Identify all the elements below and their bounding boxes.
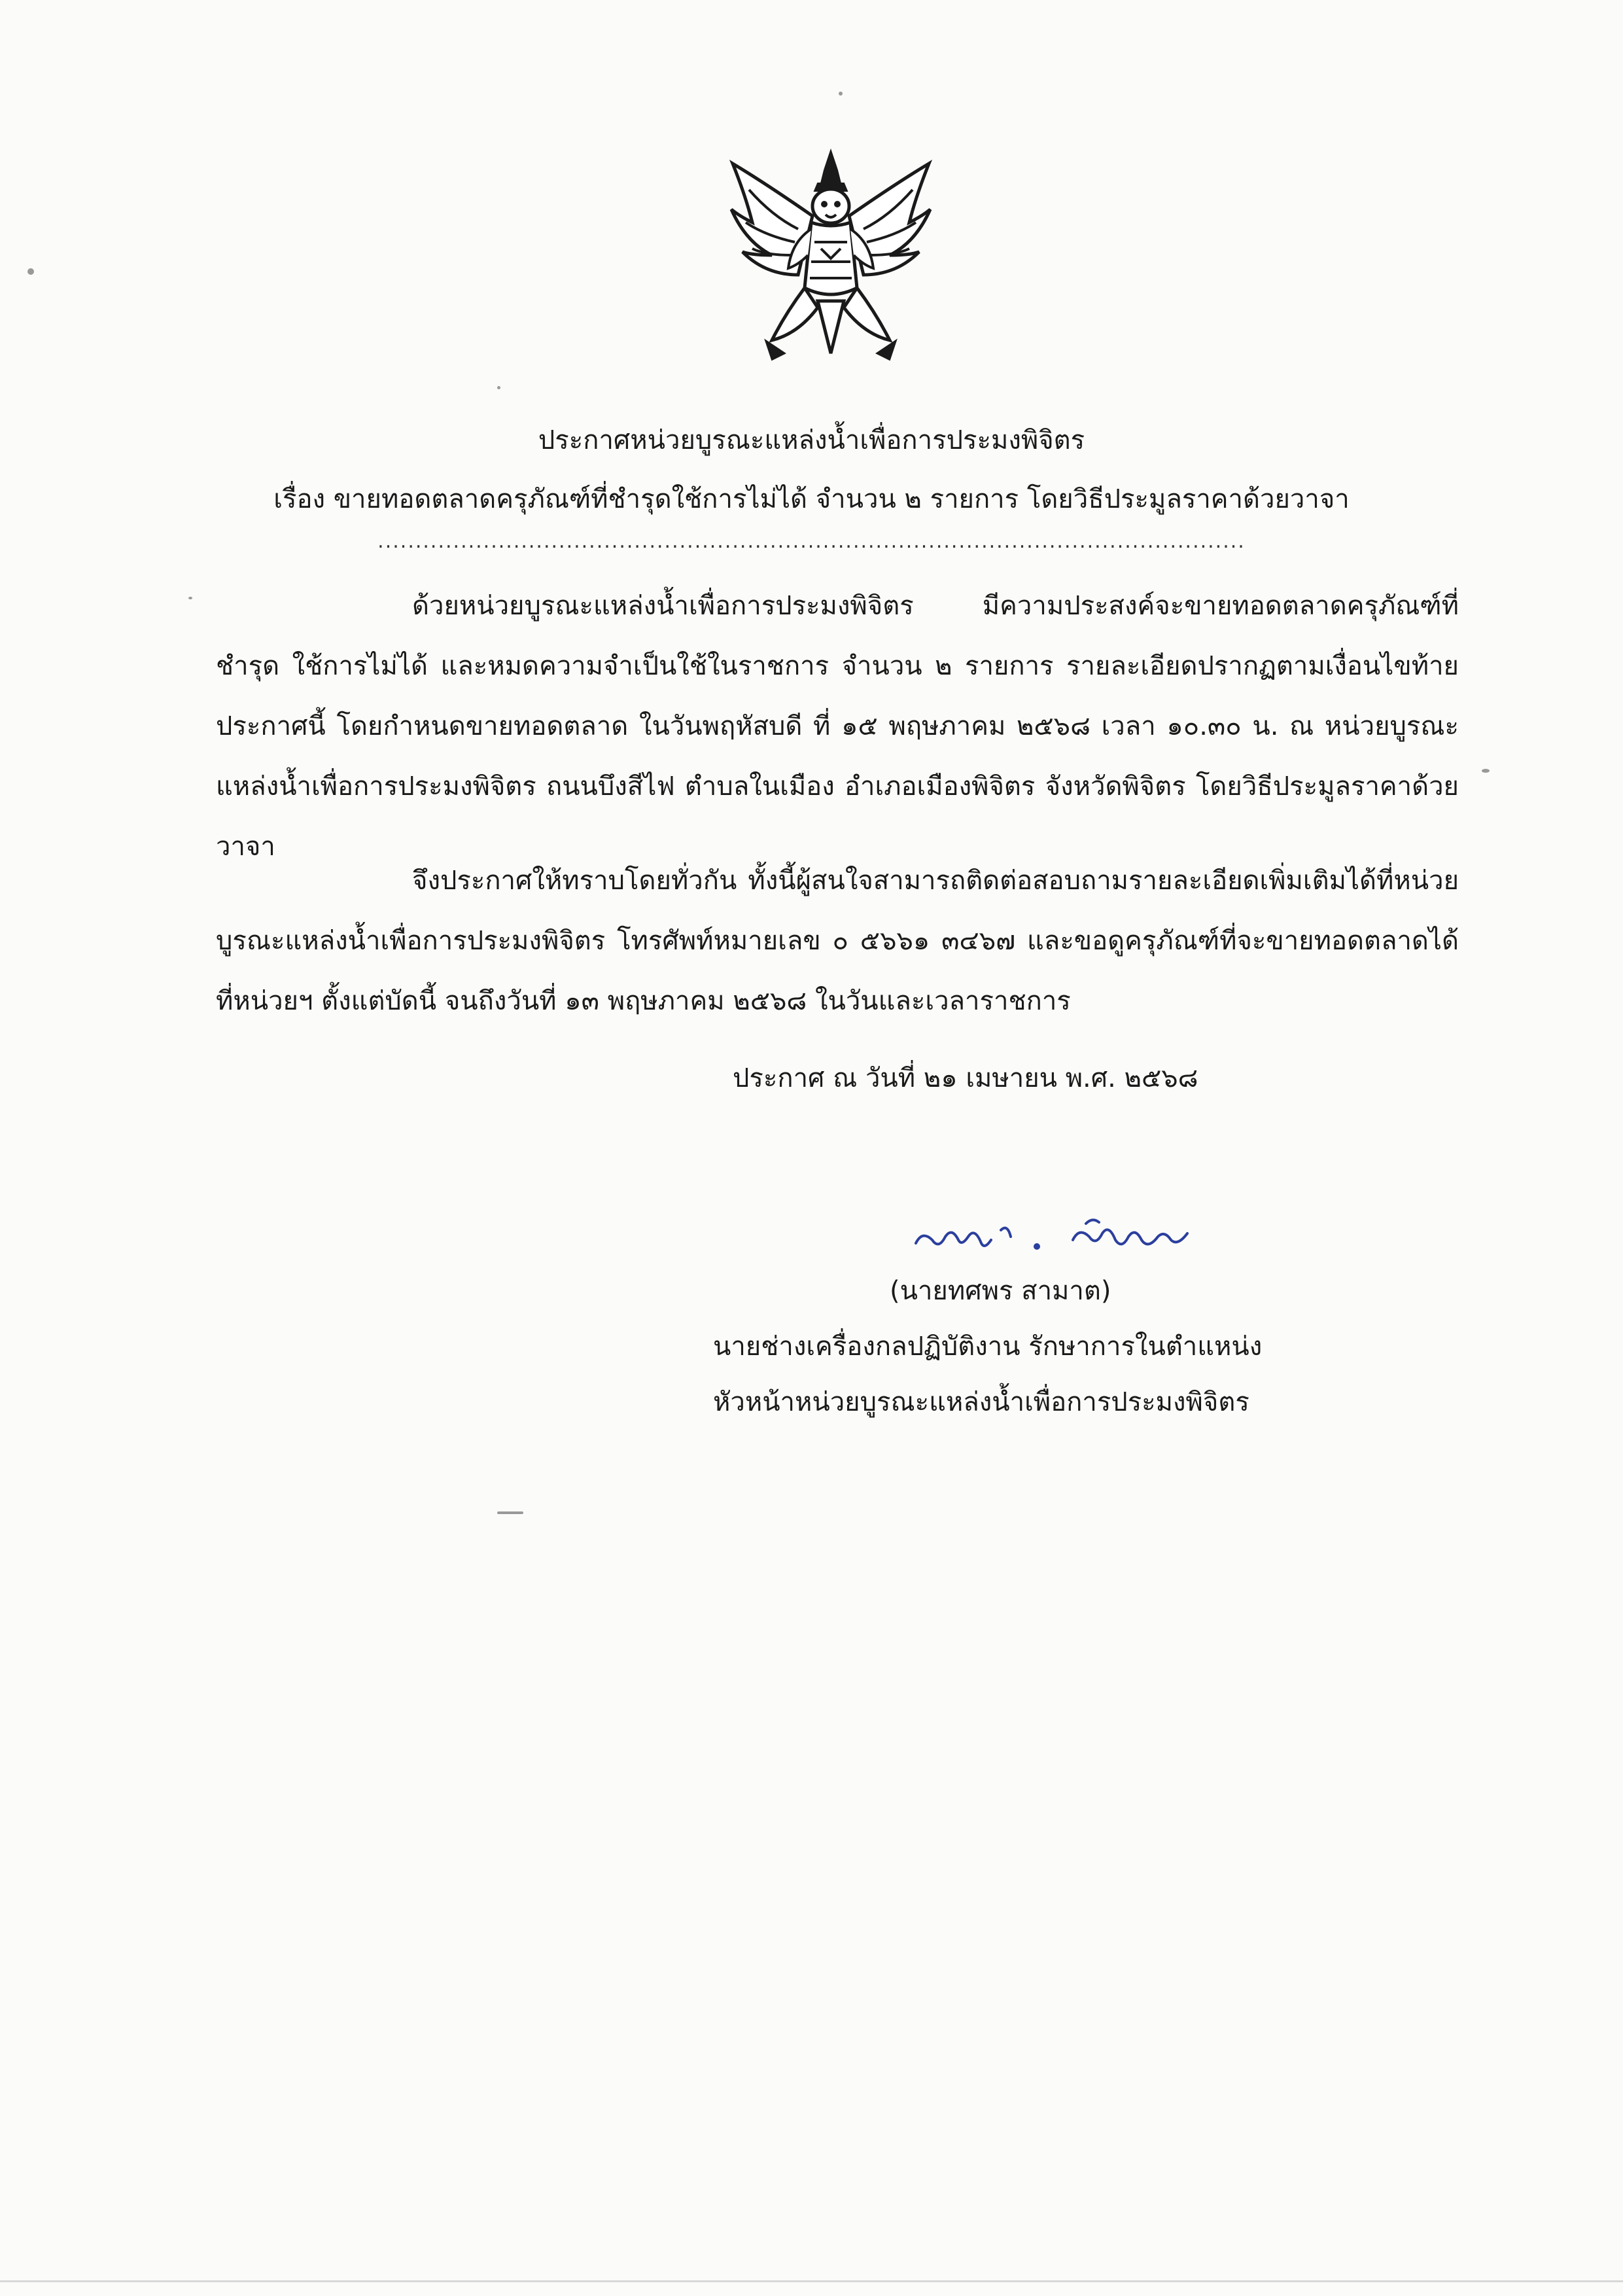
announcement-subject: เรื่อง ขายทอดตลาดครุภัณฑ์ที่ชำรุดใช้การไม่ได้ จำนวน ๒ รายการ โดยวิธีประมูลราคาด้วยวาจา	[273, 484, 1350, 514]
announcement-title: ประกาศหน่วยบูรณะแหล่งน้ำเพื่อการประมงพิจิตร	[538, 425, 1085, 455]
scan-speck	[188, 597, 192, 599]
scan-speck	[497, 386, 500, 389]
body-paragraph-2	[216, 851, 1459, 1031]
scan-speck	[1482, 769, 1490, 773]
handwritten-signature	[903, 1210, 1204, 1263]
announcement-date: ประกาศ ณ วันที่ ๒๑ เมษายน พ.ศ. ๒๕๖๘	[733, 1063, 1198, 1093]
garuda-emblem-icon	[726, 144, 935, 366]
signer-position-line-1: นายช่างเครื่องกลปฏิบัติงาน รักษาการในตำแหน่ง	[713, 1332, 1263, 1362]
scan-speck	[27, 268, 34, 275]
paragraph-text: จึงประกาศให้ทราบโดยทั่วกัน ทั้งนี้ผู้สนใจสามารถติดต่อสอบถามรายละเอียดเพิ่มเติมได้ที่หน่วยบูรณะแหล่งน้ำเพื่อการประมงพิจิตร โทรศัพท์หมายเลข ๐ ๕๖๖๑ ๓๔๖๗ และขอดูครุภัณฑ์ที่จะขายทอดตลาดได้ที่หน่วยฯ ตั้งแต่บัดนี้ จนถึงวันที่ ๑๓ พฤษภาคม ๒๕๖๘ ในวันและเวลาราชการ	[216, 866, 1459, 1016]
body-paragraph-1	[216, 576, 1459, 877]
signer-position-line-2: หัวหน้าหน่วยบูรณะแหล่งน้ำเพื่อการประมงพิจิตร	[713, 1387, 1249, 1417]
scan-speck	[497, 1511, 523, 1514]
scan-edge-line	[0, 2280, 1623, 2282]
signer-name: (นายทศพร สามาต)	[890, 1276, 1111, 1306]
scan-speck	[839, 92, 843, 96]
dotted-separator: ...................................................................................................................	[377, 530, 1246, 553]
paragraph-text: ด้วยหน่วยบูรณะแหล่งน้ำเพื่อการประมงพิจิตร มีความประสงค์จะขายทอดตลาดครุภัณฑ์ที่ชำรุด ใช้การไม่ได้ และหมดความจำเป็นใช้ในราชการ จำนวน ๒ รายการ รายละเอียดปรากฏตามเงื่อนไขท้ายประกาศนี้ โดยกำหนดขายทอดตลาด ในวันพฤหัสบดี ที่ ๑๕ พฤษภาคม ๒๕๖๘ เวลา ๑๐.๓๐ น. ณ หน่วยบูรณะแหล่งน้ำเพื่อการประมงพิจิตร ถนนบึงสีไฟ ตำบลในเมือง อำเภอเมืองพิจิตร จังหวัดพิจิตร โดยวิธีประมูลราคาด้วยวาจา	[216, 591, 1459, 862]
